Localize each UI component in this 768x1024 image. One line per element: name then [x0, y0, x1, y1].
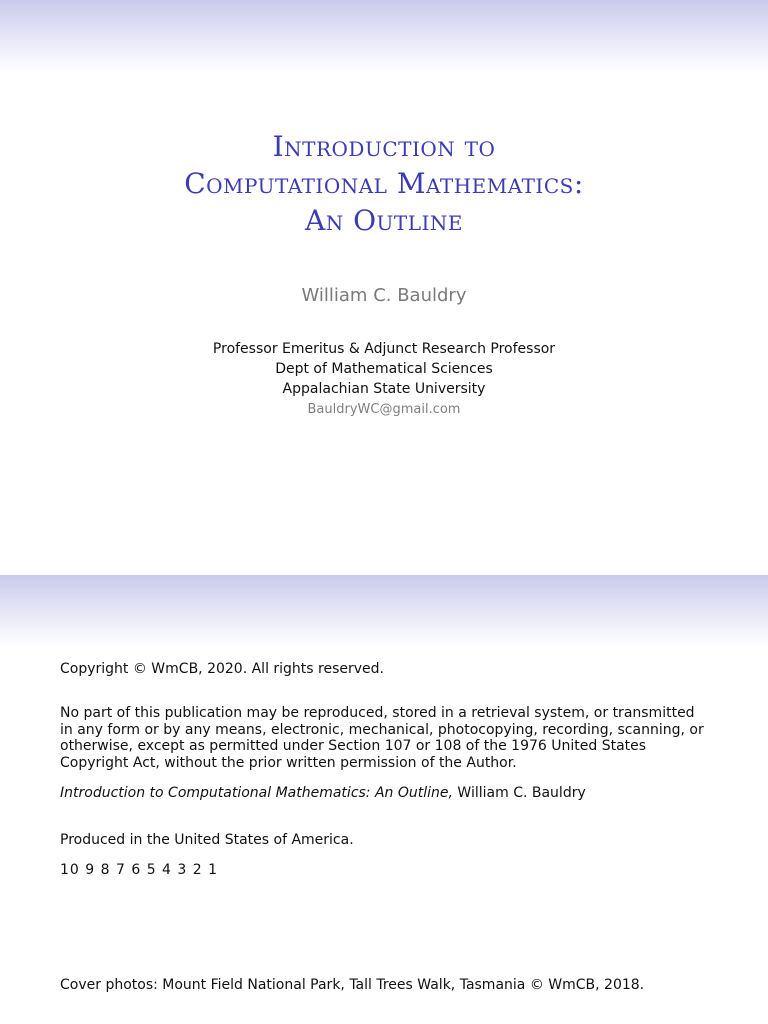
- citation-title: Introduction to Computational Mathematics: An Outline,: [60, 785, 453, 801]
- title-line-3: An Outline: [304, 204, 464, 237]
- book-title: [0, 128, 768, 239]
- header-gradient-band: [0, 0, 768, 72]
- author-department: Dept of Mathematical Sciences: [275, 361, 493, 377]
- author-position: Professor Emeritus & Adjunct Research Professor: [212, 341, 556, 357]
- author-email[interactable]: BauldryWC@gmail.com: [307, 402, 461, 417]
- copyright-line: Copyright © WmCB, 2020. All rights reserved.: [60, 661, 385, 677]
- book-citation: [60, 785, 710, 802]
- title-line-1: Introduction to: [272, 130, 496, 163]
- printing-number-line: 10 9 8 7 6 5 4 3 2 1: [60, 862, 219, 878]
- author-university: Appalachian State University: [282, 381, 486, 397]
- page-divider-gradient-band: [0, 575, 768, 647]
- cover-photos-credit: Cover photos: Mount Field National Park, Tall Trees Walk, Tasmania © WmCB, 2018.: [60, 977, 645, 993]
- title-line-2: Computational Mathematics:: [184, 167, 584, 200]
- copyright-notice: No part of this publication may be reproduced, stored in a retrieval system, or transmitted in any form or by any means, electronic, mechanical, photocopying, recording, scanning, or otherwise, except as permitted under Section 107 or 108 of the 1976 United States Copyright Act, without the prior written permission of the Author.: [60, 705, 704, 771]
- affiliation-block: [0, 339, 768, 399]
- citation-author: William C. Bauldry: [452, 785, 586, 801]
- produced-in-line: Produced in the United States of America.: [60, 832, 354, 848]
- author-name: William C. Bauldry: [301, 285, 467, 306]
